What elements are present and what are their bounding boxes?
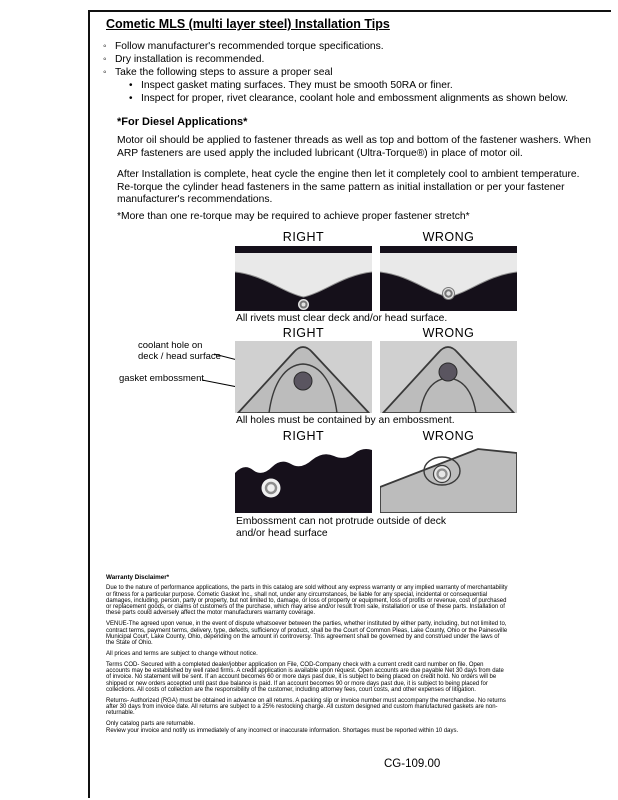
page-code: CG-109.00 (384, 758, 441, 770)
page-title: Cometic MLS (multi layer steel) Installation Tips (106, 17, 390, 31)
rivet-wrong-diagram (380, 246, 517, 311)
embossment-wrong-diagram (380, 443, 517, 513)
embossment-right-diagram (235, 443, 372, 513)
warranty-paragraph: Review your invoice and notify us immediately of any incorrect or inaccurate information. Shortages must be reported within 10 days. (106, 728, 459, 735)
diesel-paragraph-2: After Installation is complete, heat cycle the engine then let it completely cool to ambient temperature. Re-torque the cylinder head fasteners in the same pattern as initial installation or per your fastener manufacturer's recommendations. (117, 169, 580, 206)
warranty-paragraph: All prices and terms are subject to change without notice. (106, 650, 258, 657)
tip-sub-item (129, 92, 603, 105)
tip-text: Take the following steps to assure a proper seal (115, 67, 333, 78)
gasket-embossment-label: gasket embossment (119, 373, 205, 384)
row3-caption: Embossment can not protrude outside of deck and/or head surface (236, 516, 447, 540)
coolant-hole-wrong-diagram (380, 341, 517, 413)
row2-wrong-label: WRONG (422, 326, 475, 340)
coolant-hole-label: coolant hole on deck / head surface (138, 340, 221, 362)
row2-caption: All holes must be contained by an embossment. (236, 415, 455, 426)
warranty-paragraph: Due to the nature of performance applications, the parts in this catalog are sold without any express warranty or any implied warranty of merchantability or fitness for a particular purpose. Cometic Gasket Inc., shall not, under any circumstances, be liable for any special, incidental or consequential damages, including, person, party or property, but not limited to, damage, or loss of property or equipment, loss of profits or revenue, cost of purchased or replacement goods, or claims of customers of the purchase, which may arise and/or result from sale, installation or use of these parts. Installation of these parts could adversely affect the motor manufacturers warranty coverage. (106, 585, 508, 617)
warranty-paragraph: Only catalog parts are returnable. (106, 721, 196, 728)
tip-text: Inspect gasket mating surfaces. They must be smooth 50RA or finer. (141, 80, 453, 91)
tip-text: Inspect for proper, rivet clearance, coolant hole and embossment alignments as shown below. (141, 93, 568, 104)
retorque-note: *More than one re-torque may be required to achieve proper fastener stretch* (117, 211, 470, 222)
tip-item (103, 53, 603, 66)
row2-right-label: RIGHT (282, 326, 325, 340)
tip-text: Follow manufacturer's recommended torque specifications. (115, 41, 384, 52)
tip-item (103, 66, 603, 79)
warranty-paragraph: Returns- Authorized (RGA) must be obtained in advance on all returns. A packing slip or invoice number must accompany the merchandise. No returns after 30 days from invoice date. All returns are subject to a 25% restocking charge. All custom designed and custom manufactured gaskets are non-returnable. (106, 697, 506, 717)
warranty-heading: Warranty Disclaimer* (106, 574, 170, 581)
coolant-hole-right-diagram (235, 341, 372, 413)
tip-sub-item (129, 79, 603, 92)
warranty-disclaimer (106, 575, 508, 739)
diesel-applications-heading: *For Diesel Applications* (117, 116, 248, 128)
install-tips-list (103, 40, 603, 105)
warranty-paragraph: Terms COD- Secured with a completed dealer/jobber application on File, COD-Company check with a current credit card number on file. Open accounts may be established by well rated firms. A credit application is available upon request. Open accounts are due payable Net 30 days from date of invoice. No statement will be sent. If an account becomes 60 or more days past due, it is subject to being placed on credit hold. No orders will be shipped or new orders accepted until past due balance is paid. If an account becomes 90 or more days past due, it is subject to being placed for collections. All costs of collection are the responsibility of the customer, including attorney fees, court costs, and other expenses of litigation. (106, 661, 504, 693)
rivet-right-diagram (235, 246, 372, 311)
row1-right-label: RIGHT (282, 230, 325, 244)
tip-text: Dry installation is recommended. (115, 54, 265, 65)
row3-wrong-label: WRONG (422, 429, 475, 443)
row1-wrong-label: WRONG (422, 230, 475, 244)
row3-right-label: RIGHT (282, 429, 325, 443)
tip-item (103, 40, 603, 53)
diesel-paragraph-1: Motor oil should be applied to fastener threads as well as top and bottom of the fastener washers. When ARP fasteners are used apply the included lubricant (Ultra-Torque®) in place of motor oil. (117, 135, 591, 159)
row1-caption: All rivets must clear deck and/or head surface. (236, 313, 448, 324)
warranty-paragraph: VENUE-The agreed upon venue, in the event of dispute whatsoever between the parties, whether instituted by either party, including, but not limited to, contract terms, payment terms, delivery, type, defects, sufficiency of product, shall be the Court of Common Pleas, Lake County, Ohio or the Painesville Municipal Court, Lake County, Ohio, depending on the amount in controversy. This agreement shall be governed by and construed under the laws of the State of Ohio. (106, 621, 508, 647)
